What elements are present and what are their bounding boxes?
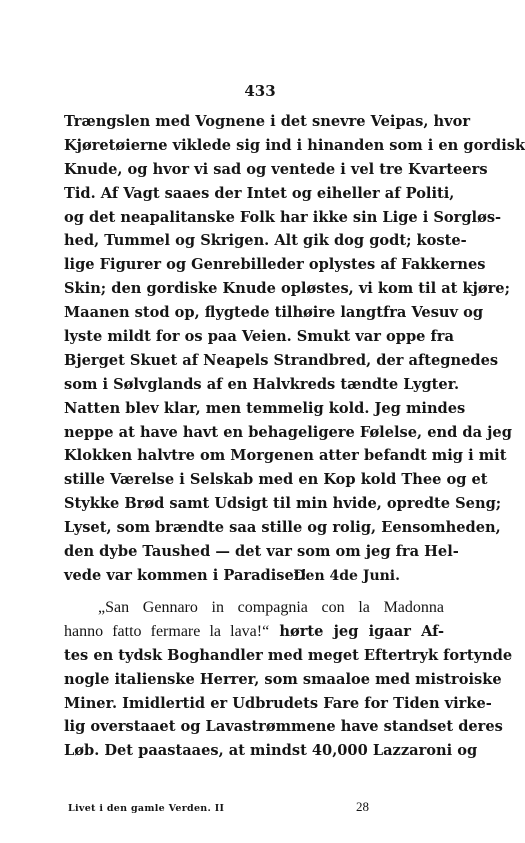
footer-sheet-number: 28 xyxy=(356,799,369,814)
text-line: lig overstaaet og Lavastrømmene have standset deres xyxy=(64,718,503,736)
text-line: og det neapalitanske Folk har ikke sin Lige i Sorgløs- xyxy=(64,208,502,226)
text-line: Kjøretøierne viklede sig ind i hinanden som i en gordisk xyxy=(64,136,525,154)
body-paragraph-1 xyxy=(64,110,525,588)
text-line: Skin; den gordiske Knude opløstes, vi kom til at kjøre; xyxy=(64,280,510,298)
text-line: lige Figurer og Genrebilleder oplystes af Fakkernes xyxy=(64,256,486,274)
text-line: den dybe Taushed — det var som om jeg fra Hel- xyxy=(64,543,459,561)
text-line: Klokken halvtre om Morgenen atter befandt mig i mit xyxy=(64,447,507,465)
text-line: vede var kommen i Paradiset! xyxy=(64,566,307,584)
text-line: tes en tydsk Boghandler med meget Eftertryk fortynde xyxy=(64,646,513,664)
text-line: Maanen stod op, flygtede tilhøire langtfra Vesuv og xyxy=(64,304,484,322)
text-line: Stykke Brød samt Udsigt til min hvide, opredte Seng; xyxy=(64,495,502,513)
date-heading: Den 4de Juni. xyxy=(293,568,400,584)
text-line: Løb. Det paastaaes, at mindst 40,000 Lazzaroni og xyxy=(64,742,478,760)
footer-signature: Livet i den gamle Verden. II xyxy=(68,803,225,814)
text-line: stille Værelse i Selskab med en Kop kold Thee og et xyxy=(64,471,488,489)
page-number: 433 xyxy=(244,82,276,100)
text-line: Bjerget Skuet af Neapels Strandbred, der aftegnedes xyxy=(64,351,499,369)
text-line: Knude, og hvor vi sad og ventede i vel tre Kvarteers xyxy=(64,160,488,178)
text-line: Tid. Af Vagt saaes der Intet og eiheller af Politi, xyxy=(64,184,455,202)
text-line: lyste mildt for os paa Veien. Smukt var oppe fra xyxy=(64,328,454,346)
text-line: hed, Tummel og Skrigen. Alt gik dog godt; koste- xyxy=(64,232,467,250)
text-line xyxy=(64,620,444,644)
text-line: neppe at have havt en behageligere Følelse, end da jeg xyxy=(64,423,512,441)
text-line: Natten blev klar, men temmelig kold. Jeg mindes xyxy=(64,399,466,417)
text-line: som i Sølvglands af en Halvkreds tændte Lygter. xyxy=(64,375,460,393)
text-line: Lyset, som brændte saa stille og rolig, Eensomheden, xyxy=(64,519,501,537)
text-line-rest: hørte jeg igaar Af- xyxy=(269,622,444,640)
text-line: nogle italienske Herrer, som smaaloe med mistroiske xyxy=(64,670,502,688)
text-line: Miner. Imidlertid er Udbrudets Fare for Tiden virke- xyxy=(64,694,492,712)
text-line: Trængslen med Vognene i det snevre Veipas, hvor xyxy=(64,113,471,130)
latin-quote-end: hanno fatto fermare la lava!“ xyxy=(64,622,270,640)
body-paragraph-2 xyxy=(64,596,513,763)
latin-quote-line: „San Gennaro in compagnia con la Madonna xyxy=(98,599,444,616)
